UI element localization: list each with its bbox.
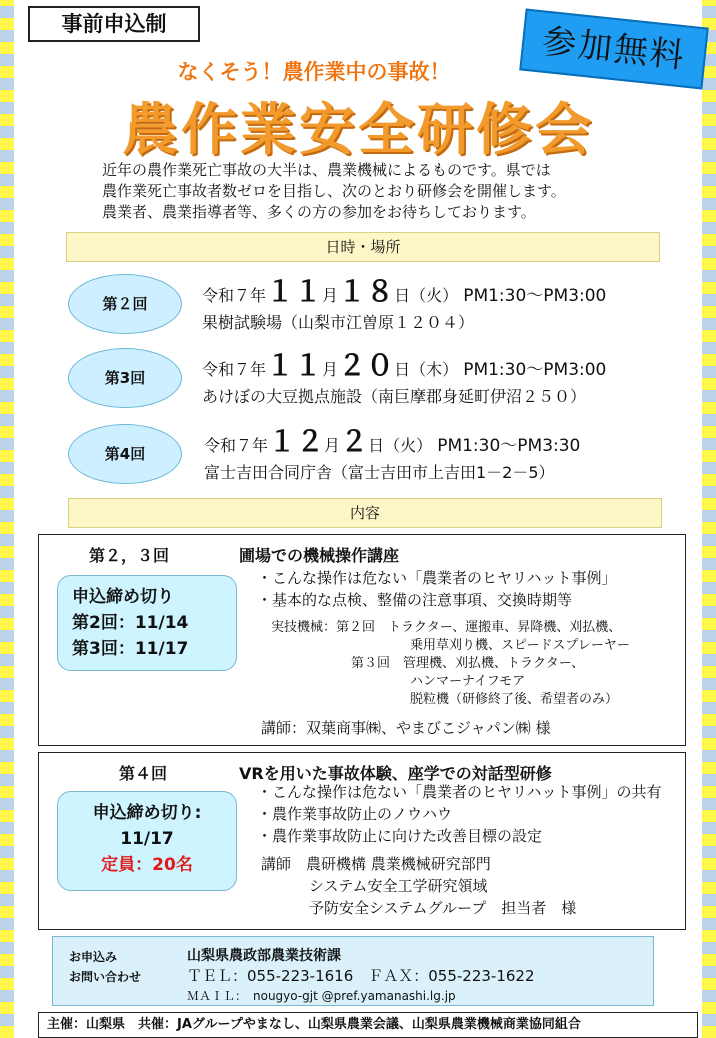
organizer-footer: 主催：山梨県 共催：JAグループやまなし、山梨県農業会議、山梨県農業機械商業協同組合 <box>38 1012 698 1038</box>
block2-deadline: 申込締め切り: 11/17 定員：20名 <box>57 791 237 891</box>
flyer <box>14 0 702 1038</box>
contact-box <box>52 936 654 1006</box>
page-title: 農作業安全研修会 <box>122 98 594 163</box>
block1-session: 第２，３回 <box>89 546 170 565</box>
session-4-badge: 第4回 <box>68 424 182 484</box>
session-2-place: 果樹試験場（山梨市江曽原１２０４） <box>202 313 475 332</box>
session-4-place: 富士吉田合同庁舎（富士吉田市上吉田1－2－5） <box>204 463 555 482</box>
content-block-1 <box>38 534 686 746</box>
content-block-2 <box>38 752 686 930</box>
contact-labels: お申込み お問い合わせ <box>69 950 142 984</box>
catchphrase: なくそう！農作業中の事故！ <box>177 60 451 84</box>
block2-lecturer: 講師 農研機構 農業機械研究部門 システム安全工学研究領域 予防安全システムグループ 担当者 様 <box>261 855 577 917</box>
content-heading: 内容 <box>68 498 662 528</box>
schedule-heading: 日時・場所 <box>66 232 660 262</box>
block2-capacity: 定員：20名 <box>101 855 193 875</box>
block1-deadline: 申込締め切り 第2回：11/14 第3回：11/17 <box>57 575 237 671</box>
block2-session: 第４回 <box>119 764 168 783</box>
contact-tel-fax: ＴＥＬ：055-223-1616 ＦＡＸ：055-223-1622 <box>187 967 535 985</box>
block2-bullets: ・こんな操作は危ない「農業者のヒヤリハット事例」の共有 ・農作業事故防止のノウハウ ・農作業事故防止に向けた改善目標の設定 <box>257 783 662 845</box>
session-3-badge: 第3回 <box>68 348 182 408</box>
session-2-date: 令和７年１１月１８日（火） PM1:30～PM3:00 <box>202 275 607 308</box>
pre-registration-tag: 事前申込制 <box>28 6 200 42</box>
block1-machines: 実技機械：第２回 トラクター、運搬車、昇降機、刈払機、 乗用草刈り機、スピードスプレーヤー 第３回 管理機、刈払機、トラクター、 ハンマーナイフモア 脱粒機（研修終了後、希望者のみ） <box>271 620 630 707</box>
session-2-badge: 第２回 <box>68 274 182 334</box>
block1-title: 圃場での機械操作講座 <box>239 546 400 565</box>
session-3-place: あけぼの大豆拠点施設（南巨摩郡身延町伊沼２５０） <box>202 387 587 406</box>
free-badge: 参加無料 <box>519 9 708 90</box>
contact-mail[interactable]: ＭＡＩＬ： nougyo-gjt @pref.yamanashi.lg.jp <box>187 989 456 1003</box>
block2-title: VRを用いた事故体験、座学での対話型研修 <box>239 764 552 783</box>
block1-lecturer: 講師：双葉商事㈱、やまびこジャパン㈱ 様 <box>261 719 551 737</box>
session-4-date: 令和７年１２月２日（火） PM1:30～PM3:30 <box>204 425 581 458</box>
session-3-date: 令和７年１１月２０日（木） PM1:30～PM3:00 <box>202 349 607 382</box>
block1-bullets: ・こんな操作は危ない「農業者のヒヤリハット事例」 ・基本的な点検、整備の注意事項、交換時期等 <box>257 569 617 609</box>
intro-text: 近年の農作業死亡事故の大半は、農業機械によるものです。県では 農作業死亡事故者数ゼロを目指し、次のとおり研修会を開催します。 農業者、農業指導者等、多くの方の参加をお待ちしております。 <box>102 161 566 221</box>
contact-org: 山梨県農政部農業技術課 <box>187 948 341 964</box>
